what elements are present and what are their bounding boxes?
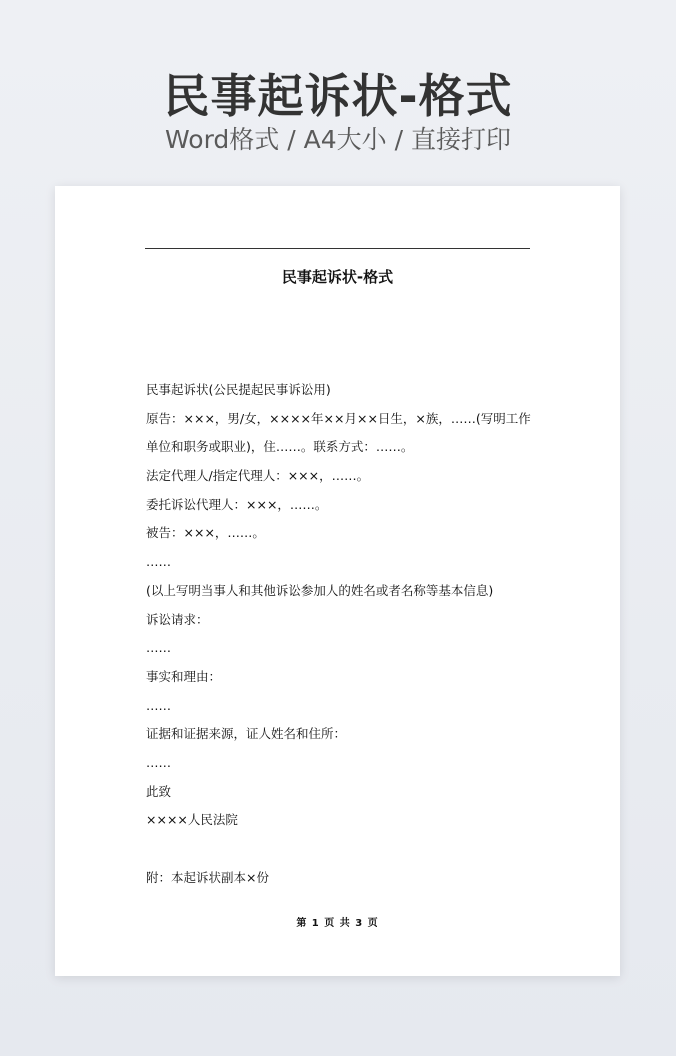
doc-line: 此致 (146, 783, 172, 799)
doc-line: 委托诉讼代理人：×××，……。 (146, 496, 328, 512)
document-page (55, 186, 620, 976)
page-number: 第 1 页 共 3 页 (296, 918, 379, 929)
document-title: 民事起诉状-格式 (281, 268, 394, 286)
doc-line: …… (146, 754, 171, 770)
doc-line: …… (146, 554, 171, 570)
doc-line: 事实和理由： (146, 668, 222, 684)
doc-line: 民事起诉状(公民提起民事诉讼用) (146, 382, 331, 397)
doc-line: 诉讼请求： (146, 611, 209, 627)
doc-line: (以上写明当事人和其他诉讼参加人的姓名或者名称等基本信息) (146, 582, 494, 598)
doc-blank-line (146, 835, 536, 864)
doc-line: 法定代理人/指定代理人：×××，……。 (146, 468, 370, 484)
banner-title: 民事起诉状-格式 (163, 69, 513, 123)
banner-subtitle: Word格式 / A4大小 / 直接打印 (165, 125, 511, 154)
doc-line: …… (146, 697, 171, 713)
document-body (146, 376, 536, 892)
doc-line: ××××人民法院 (146, 812, 238, 828)
header-rule (145, 248, 530, 249)
doc-line: 证据和证据来源，证人姓名和住所： (146, 726, 347, 742)
doc-line: 单位和职务或职业)，住……。联系方式：……。 (146, 439, 414, 455)
doc-line: 原告：×××，男/女，××××年××月××日生，×族，……(写明工作 (146, 410, 531, 426)
doc-line: 被告：×××，……。 (146, 525, 265, 541)
doc-line: …… (146, 640, 171, 656)
doc-line: 附：本起诉状副本×份 (146, 869, 269, 885)
